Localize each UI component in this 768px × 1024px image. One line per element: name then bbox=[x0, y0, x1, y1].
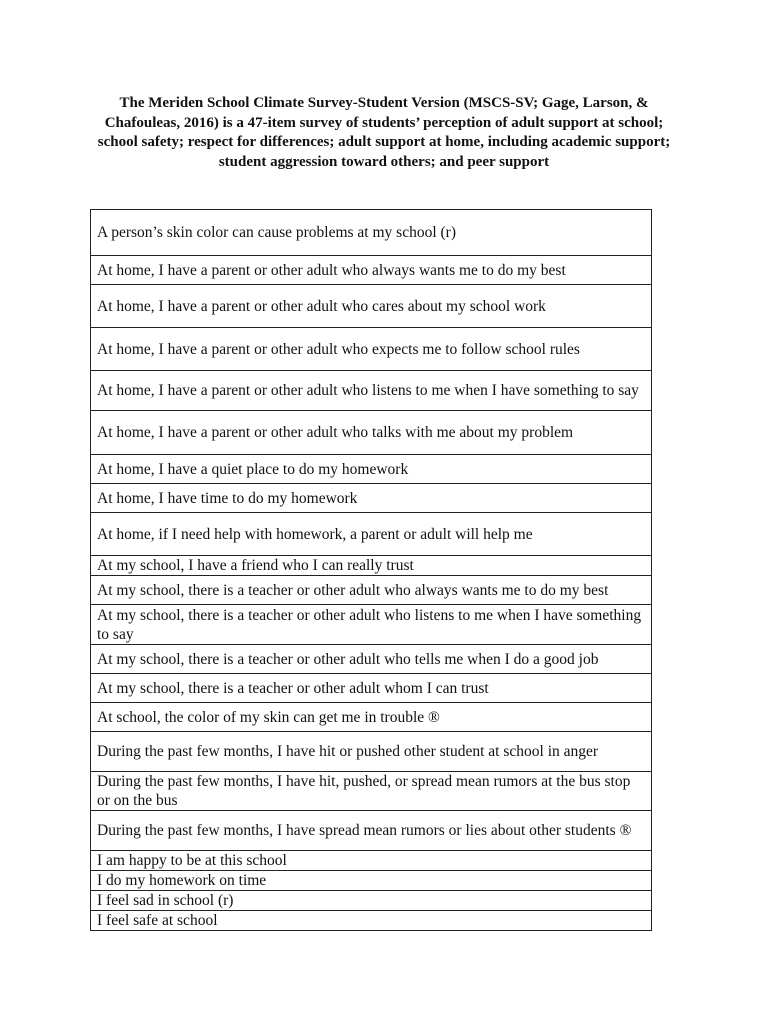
survey-item: During the past few months, I have spread mean rumors or lies about other students ® bbox=[91, 811, 652, 851]
survey-item: I do my homework on time bbox=[91, 871, 652, 891]
survey-item: I feel sad in school (r) bbox=[91, 891, 652, 911]
survey-item: At home, I have a parent or other adult who cares about my school work bbox=[91, 285, 652, 328]
survey-item: During the past few months, I have hit or pushed other student at school in anger bbox=[91, 732, 652, 772]
table-row bbox=[91, 484, 652, 513]
table-row bbox=[91, 674, 652, 703]
survey-item: At home, I have a parent or other adult who listens to me when I have something to say bbox=[91, 371, 652, 411]
table-row bbox=[91, 891, 652, 911]
table-row bbox=[91, 772, 652, 811]
table-row bbox=[91, 256, 652, 285]
table-row bbox=[91, 703, 652, 732]
table-row bbox=[91, 513, 652, 556]
table-row bbox=[91, 285, 652, 328]
table-row bbox=[91, 911, 652, 931]
table-row bbox=[91, 328, 652, 371]
survey-item: At my school, I have a friend who I can really trust bbox=[91, 556, 652, 576]
table-row bbox=[91, 811, 652, 851]
table-row bbox=[91, 732, 652, 772]
survey-item: At home, if I need help with homework, a parent or adult will help me bbox=[91, 513, 652, 556]
survey-item: At home, I have a parent or other adult who talks with me about my problem bbox=[91, 411, 652, 455]
table-row bbox=[91, 576, 652, 605]
survey-item: At home, I have time to do my homework bbox=[91, 484, 652, 513]
survey-item: At my school, there is a teacher or other adult whom I can trust bbox=[91, 674, 652, 703]
survey-item: At my school, there is a teacher or other adult who always wants me to do my best bbox=[91, 576, 652, 605]
table-row bbox=[91, 371, 652, 411]
survey-item: At my school, there is a teacher or other adult who listens to me when I have something to say bbox=[91, 605, 652, 645]
survey-items-table bbox=[90, 209, 652, 931]
survey-item: At home, I have a quiet place to do my homework bbox=[91, 455, 652, 484]
table-row bbox=[91, 556, 652, 576]
survey-item: At my school, there is a teacher or other adult who tells me when I do a good job bbox=[91, 645, 652, 674]
survey-item: A person’s skin color can cause problems at my school (r) bbox=[91, 210, 652, 256]
survey-item: At home, I have a parent or other adult who always wants me to do my best bbox=[91, 256, 652, 285]
table-row bbox=[91, 605, 652, 645]
table-row bbox=[91, 851, 652, 871]
survey-item: At school, the color of my skin can get me in trouble ® bbox=[91, 703, 652, 732]
table-row bbox=[91, 210, 652, 256]
survey-item: I am happy to be at this school bbox=[91, 851, 652, 871]
survey-item: At home, I have a parent or other adult who expects me to follow school rules bbox=[91, 328, 652, 371]
table-row bbox=[91, 871, 652, 891]
table-row bbox=[91, 645, 652, 674]
survey-item: I feel safe at school bbox=[91, 911, 652, 931]
table-row bbox=[91, 411, 652, 455]
table-row bbox=[91, 455, 652, 484]
survey-description-heading: The Meriden School Climate Survey-Student Version (MSCS-SV; Gage, Larson, & Chafouleas, 2016) is a 47-item survey of students’ perception of adult support at school; school safety; respect for differences; adult support at home, including academic support; student aggression toward others; and peer support bbox=[97, 95, 671, 170]
survey-item: During the past few months, I have hit, pushed, or spread mean rumors at the bus stop or on the bus bbox=[91, 772, 652, 811]
